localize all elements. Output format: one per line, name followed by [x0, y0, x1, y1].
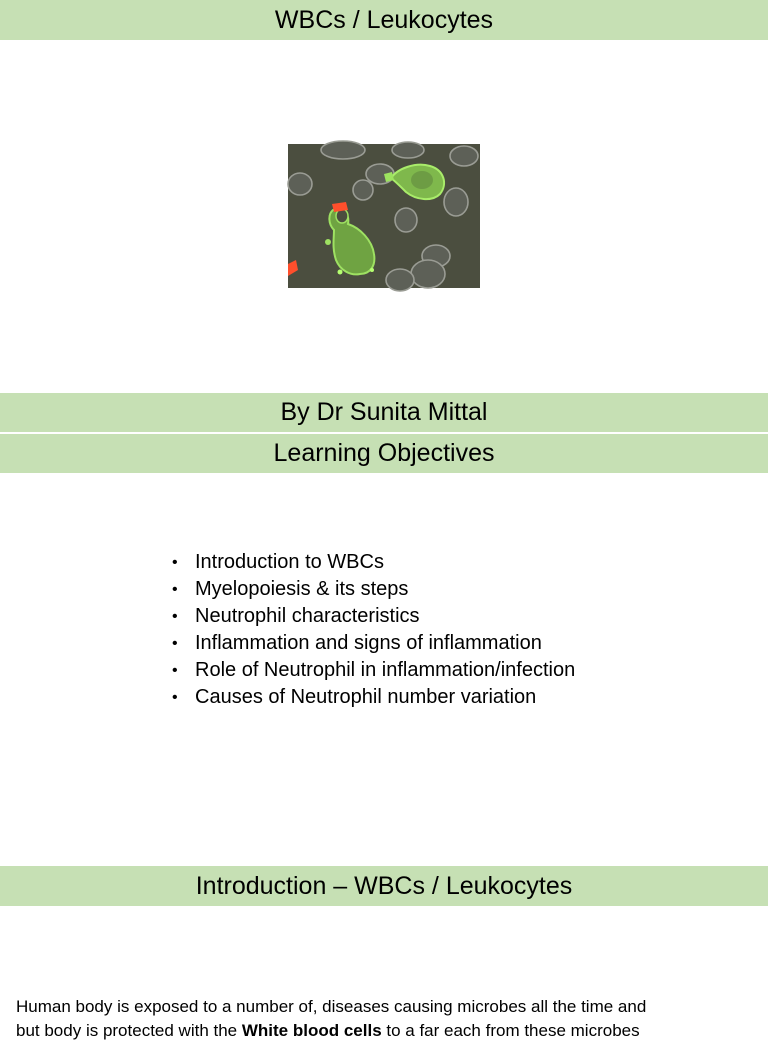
intro-line-2-end: to a far each from these microbes: [381, 1021, 640, 1040]
list-item: • Inflammation and signs of inflammation: [170, 630, 600, 657]
neutrophil-micrograph-image: [288, 144, 480, 288]
intro-line-2-start: but body is protected with the: [16, 1021, 242, 1040]
bullet-icon: •: [172, 689, 178, 706]
intro-title-bar: [0, 866, 768, 906]
author-name: By Dr Sunita Mittal: [280, 398, 488, 426]
objectives-title: Learning Objectives: [273, 439, 495, 467]
list-item: • Role of Neutrophil in inflammation/infection: [170, 657, 600, 684]
bullet-icon: •: [172, 608, 178, 625]
list-item: • Introduction to WBCs: [170, 549, 600, 576]
intro-line-2-bold: White blood cells: [241, 1021, 382, 1040]
list-item: • Neutrophil characteristics: [170, 603, 600, 630]
list-item: • Causes of Neutrophil number variation: [170, 684, 600, 711]
slide-title-bar: [0, 0, 768, 40]
objectives-list: [170, 549, 600, 711]
list-item: • Myelopoiesis & its steps: [170, 576, 600, 603]
bullet-icon: •: [172, 554, 178, 571]
bullet-icon: •: [172, 662, 178, 679]
objectives-title-bar: [0, 434, 768, 473]
slide-title: WBCs / Leukocytes: [274, 5, 494, 34]
intro-line-1: Human body is exposed to a number of, diseases causing microbes all the time and: [16, 997, 647, 1016]
author-bar: [0, 393, 768, 432]
intro-title: Introduction – WBCs / Leukocytes: [195, 871, 573, 900]
bullet-icon: •: [172, 635, 178, 652]
bullet-icon: •: [172, 581, 178, 598]
intro-paragraph: [16, 995, 756, 1043]
